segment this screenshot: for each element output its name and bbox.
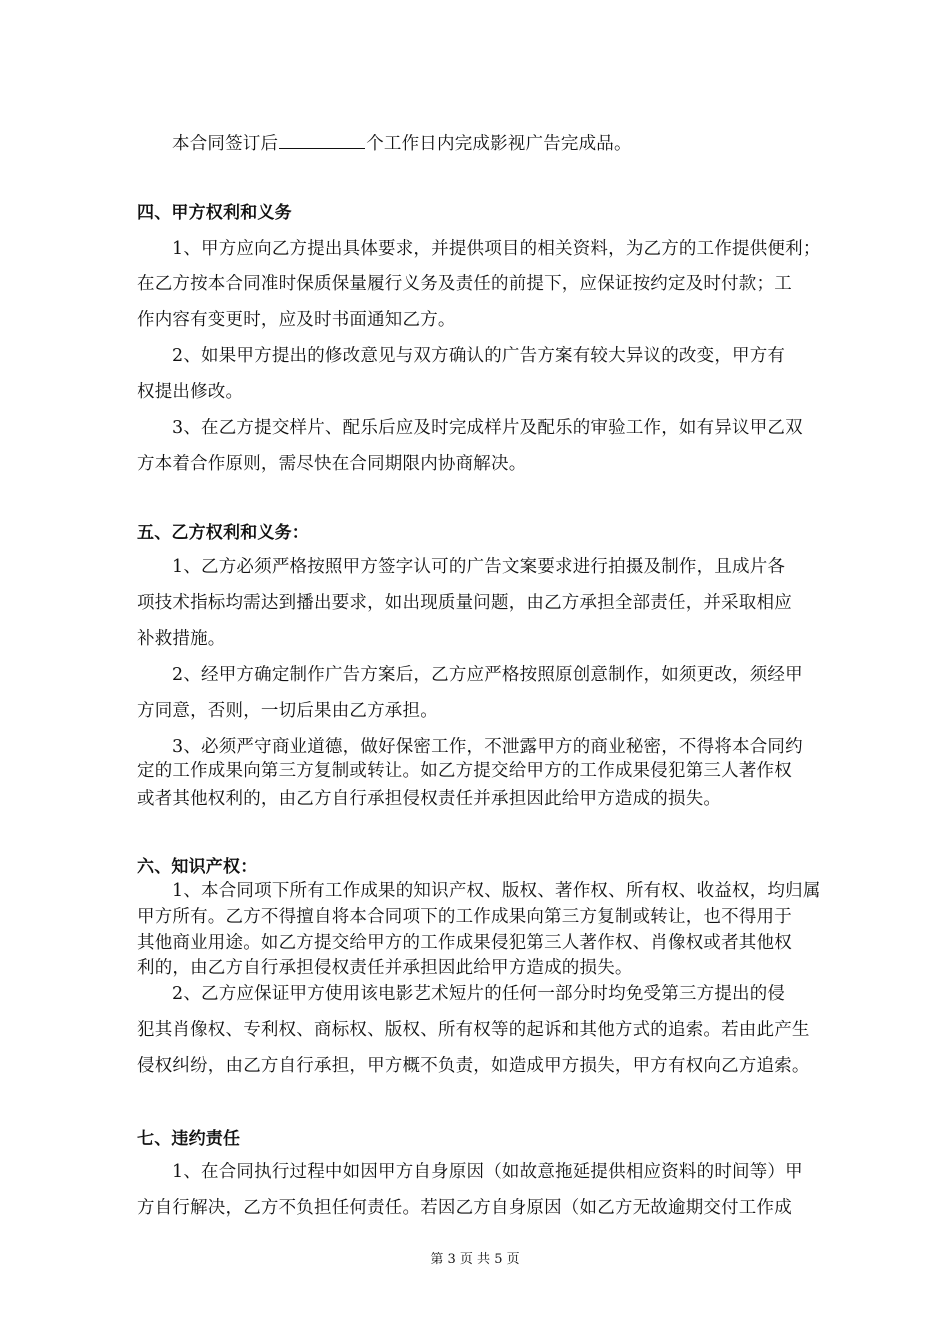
sec4-line-5: 权提出修改。 [137,382,244,402]
sec5-line-7: 定的工作成果向第三方复制或转让。如乙方提交给甲方的工作成果侵犯第三人著作权 [137,761,792,781]
sec6-line-2: 甲方所有。乙方不得擅自将本合同项下的工作成果向第三方复制或转让，也不得用于 [137,907,792,927]
section-6-heading: 六、知识产权： [137,857,258,877]
sec6-line-3: 其他商业用途。如乙方提交给甲方的工作成果侵犯第三人著作权、肖像权或者其他权 [137,933,792,953]
sec4-line-7: 方本着合作原则，需尽快在合同期限内协商解决。 [137,454,527,474]
sec6-line-1: 1、本合同项下所有工作成果的知识产权、版权、著作权、所有权、收益权，均归属 [172,881,821,901]
sec5-line-4: 2、经甲方确定制作广告方案后，乙方应严格按照原创意制作，如须更改，须经甲 [172,665,803,685]
page-footer: 第 3 页 共 5 页 [430,1252,520,1267]
sec7-line-1: 1、在合同执行过程中如因甲方自身原因（如故意拖延提供相应资料的时间等）甲 [172,1162,803,1182]
blank-field [279,134,365,149]
sec5-line-6: 3、必须严守商业道德，做好保密工作，不泄露甲方的商业秘密，不得将本合同约 [172,737,803,757]
sec6-line-6: 犯其肖像权、专利权、商标权、版权、所有权等的起诉和其他方式的追索。若由此产生 [137,1020,810,1040]
sec7-line-2: 方自行解决，乙方不负担任何责任。若因乙方自身原因（如乙方无故逾期交付工作成 [137,1198,792,1218]
section-5-heading: 五、乙方权利和义务： [137,523,309,543]
sec6-line-4: 利的，由乙方自行承担侵权责任并承担因此给甲方造成的损失。 [137,958,633,978]
intro-text-post: 个工作日内完成影视广告完成品。 [366,134,632,154]
intro-paragraph [172,130,632,155]
sec5-line-2: 项技术指标均需达到播出要求，如出现质量问题，由乙方承担全部责任，并采取相应 [137,593,792,613]
sec4-line-3: 作内容有变更时，应及时书面通知乙方。 [137,310,456,330]
sec4-line-1: 1、甲方应向乙方提出具体要求，并提供项目的相关资料，为乙方的工作提供便利； [172,239,821,259]
sec5-line-8: 或者其他权利的，由乙方自行承担侵权责任并承担因此给甲方造成的损失。 [137,789,722,809]
sec5-line-5: 方同意，否则，一切后果由乙方承担。 [137,701,438,721]
sec4-line-6: 3、在乙方提交样片、配乐后应及时完成样片及配乐的审验工作，如有异议甲乙双 [172,418,803,438]
sec4-line-4: 2、如果甲方提出的修改意见与双方确认的广告方案有较大异议的改变，甲方有 [172,346,786,366]
sec6-line-7: 侵权纠纷，由乙方自行承担，甲方概不负责，如造成甲方损失，甲方有权向乙方追索。 [137,1056,810,1076]
sec5-line-3: 补救措施。 [137,629,226,649]
sec4-line-2: 在乙方按本合同准时保质保量履行义务及责任的前提下，应保证按约定及时付款；工 [137,274,792,294]
section-7-heading: 七、违约责任 [137,1129,241,1149]
section-4-heading: 四、甲方权利和义务 [137,203,292,223]
sec6-line-5: 2、乙方应保证甲方使用该电影艺术短片的任何一部分时均免受第三方提出的侵 [172,984,786,1004]
intro-text-pre: 本合同签订后 [172,134,279,154]
sec5-line-1: 1、乙方必须严格按照甲方签字认可的广告文案要求进行拍摄及制作，且成片各 [172,557,786,577]
